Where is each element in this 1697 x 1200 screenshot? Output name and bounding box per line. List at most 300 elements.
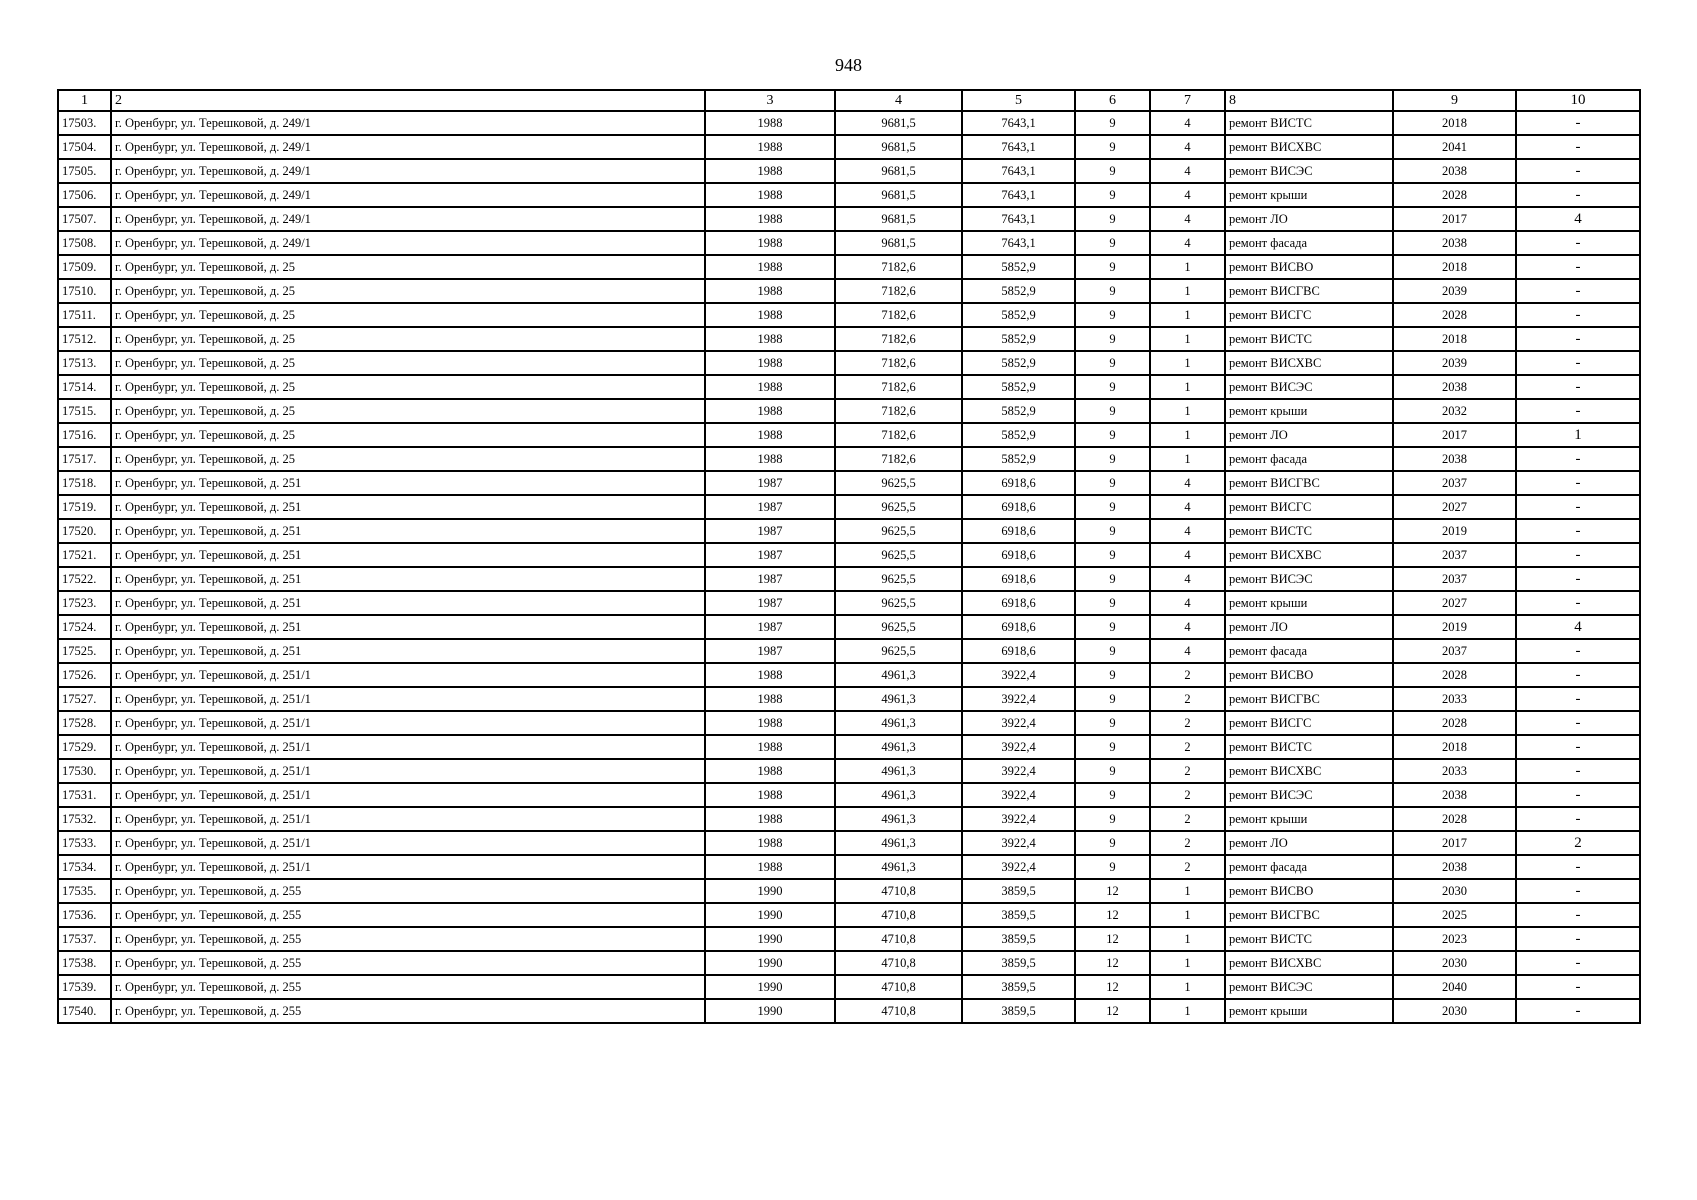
- table-row: [58, 591, 1640, 615]
- row-number-cell: 17521.: [58, 543, 111, 567]
- row-number-cell: 17536.: [58, 903, 111, 927]
- floors-cell: 9: [1075, 591, 1150, 615]
- table-row: [58, 567, 1640, 591]
- row-number-cell: 17518.: [58, 471, 111, 495]
- count-cell: -: [1516, 255, 1640, 279]
- address-cell: г. Оренбург, ул. Терешковой, д. 249/1: [111, 207, 705, 231]
- year-built-cell: 1990: [705, 879, 835, 903]
- table-row: [58, 399, 1640, 423]
- planned-year-cell: 2027: [1393, 495, 1516, 519]
- table-row: [58, 783, 1640, 807]
- floors-cell: 9: [1075, 159, 1150, 183]
- work-type-cell: ремонт крыши: [1225, 399, 1393, 423]
- floors-cell: 9: [1075, 855, 1150, 879]
- row-number-cell: 17526.: [58, 663, 111, 687]
- row-number-cell: 17512.: [58, 327, 111, 351]
- living-area-cell: 6918,6: [962, 567, 1075, 591]
- work-type-cell: ремонт ВИСГС: [1225, 303, 1393, 327]
- living-area-cell: 3859,5: [962, 951, 1075, 975]
- count-cell: -: [1516, 687, 1640, 711]
- column-header-7: 7: [1150, 90, 1225, 111]
- year-built-cell: 1987: [705, 471, 835, 495]
- count-cell: -: [1516, 495, 1640, 519]
- count-cell: -: [1516, 903, 1640, 927]
- entrances-cell: 2: [1150, 783, 1225, 807]
- count-cell: -: [1516, 759, 1640, 783]
- entrances-cell: 1: [1150, 423, 1225, 447]
- year-built-cell: 1988: [705, 711, 835, 735]
- living-area-cell: 5852,9: [962, 255, 1075, 279]
- entrances-cell: 4: [1150, 543, 1225, 567]
- row-number-cell: 17511.: [58, 303, 111, 327]
- row-number-cell: 17523.: [58, 591, 111, 615]
- year-built-cell: 1988: [705, 207, 835, 231]
- table-row: [58, 735, 1640, 759]
- total-area-cell: 7182,6: [835, 399, 962, 423]
- row-number-cell: 17525.: [58, 639, 111, 663]
- address-cell: г. Оренбург, ул. Терешковой, д. 251/1: [111, 759, 705, 783]
- row-number-cell: 17528.: [58, 711, 111, 735]
- entrances-cell: 1: [1150, 951, 1225, 975]
- row-number-cell: 17538.: [58, 951, 111, 975]
- count-cell: -: [1516, 951, 1640, 975]
- floors-cell: 9: [1075, 735, 1150, 759]
- entrances-cell: 4: [1150, 111, 1225, 135]
- planned-year-cell: 2023: [1393, 927, 1516, 951]
- work-type-cell: ремонт ВИСЭС: [1225, 567, 1393, 591]
- floors-cell: 9: [1075, 327, 1150, 351]
- year-built-cell: 1988: [705, 111, 835, 135]
- address-cell: г. Оренбург, ул. Терешковой, д. 255: [111, 951, 705, 975]
- floors-cell: 9: [1075, 279, 1150, 303]
- table-row: [58, 975, 1640, 999]
- entrances-cell: 1: [1150, 375, 1225, 399]
- address-cell: г. Оренбург, ул. Терешковой, д. 25: [111, 399, 705, 423]
- living-area-cell: 7643,1: [962, 135, 1075, 159]
- row-number-cell: 17532.: [58, 807, 111, 831]
- entrances-cell: 4: [1150, 615, 1225, 639]
- year-built-cell: 1988: [705, 351, 835, 375]
- address-cell: г. Оренбург, ул. Терешковой, д. 25: [111, 351, 705, 375]
- living-area-cell: 5852,9: [962, 279, 1075, 303]
- entrances-cell: 1: [1150, 327, 1225, 351]
- year-built-cell: 1990: [705, 999, 835, 1023]
- year-built-cell: 1988: [705, 447, 835, 471]
- living-area-cell: 3859,5: [962, 903, 1075, 927]
- year-built-cell: 1987: [705, 615, 835, 639]
- entrances-cell: 2: [1150, 687, 1225, 711]
- floors-cell: 9: [1075, 639, 1150, 663]
- table-row: [58, 831, 1640, 855]
- column-header-5: 5: [962, 90, 1075, 111]
- planned-year-cell: 2038: [1393, 447, 1516, 471]
- table-row: [58, 999, 1640, 1023]
- planned-year-cell: 2030: [1393, 951, 1516, 975]
- living-area-cell: 3922,4: [962, 735, 1075, 759]
- floors-cell: 12: [1075, 975, 1150, 999]
- work-type-cell: ремонт фасада: [1225, 639, 1393, 663]
- planned-year-cell: 2032: [1393, 399, 1516, 423]
- entrances-cell: 1: [1150, 903, 1225, 927]
- year-built-cell: 1988: [705, 663, 835, 687]
- count-cell: -: [1516, 543, 1640, 567]
- work-type-cell: ремонт ЛО: [1225, 615, 1393, 639]
- year-built-cell: 1990: [705, 903, 835, 927]
- year-built-cell: 1988: [705, 783, 835, 807]
- entrances-cell: 4: [1150, 567, 1225, 591]
- total-area-cell: 4710,8: [835, 975, 962, 999]
- work-type-cell: ремонт ВИСЭС: [1225, 975, 1393, 999]
- count-cell: -: [1516, 927, 1640, 951]
- floors-cell: 12: [1075, 999, 1150, 1023]
- total-area-cell: 4961,3: [835, 711, 962, 735]
- address-cell: г. Оренбург, ул. Терешковой, д. 251/1: [111, 807, 705, 831]
- living-area-cell: 5852,9: [962, 303, 1075, 327]
- total-area-cell: 9681,5: [835, 231, 962, 255]
- year-built-cell: 1990: [705, 951, 835, 975]
- entrances-cell: 4: [1150, 231, 1225, 255]
- table-row: [58, 663, 1640, 687]
- count-cell: -: [1516, 231, 1640, 255]
- table-row: [58, 951, 1640, 975]
- row-number-cell: 17514.: [58, 375, 111, 399]
- total-area-cell: 4961,3: [835, 855, 962, 879]
- total-area-cell: 9625,5: [835, 567, 962, 591]
- address-cell: г. Оренбург, ул. Терешковой, д. 255: [111, 879, 705, 903]
- total-area-cell: 9681,5: [835, 183, 962, 207]
- address-cell: г. Оренбург, ул. Терешковой, д. 251/1: [111, 855, 705, 879]
- floors-cell: 9: [1075, 663, 1150, 687]
- total-area-cell: 9625,5: [835, 591, 962, 615]
- address-cell: г. Оренбург, ул. Терешковой, д. 25: [111, 279, 705, 303]
- row-number-cell: 17529.: [58, 735, 111, 759]
- row-number-cell: 17517.: [58, 447, 111, 471]
- entrances-cell: 2: [1150, 831, 1225, 855]
- row-number-cell: 17540.: [58, 999, 111, 1023]
- living-area-cell: 7643,1: [962, 231, 1075, 255]
- year-built-cell: 1988: [705, 831, 835, 855]
- living-area-cell: 7643,1: [962, 159, 1075, 183]
- year-built-cell: 1988: [705, 423, 835, 447]
- address-cell: г. Оренбург, ул. Терешковой, д. 251/1: [111, 687, 705, 711]
- entrances-cell: 1: [1150, 303, 1225, 327]
- living-area-cell: 6918,6: [962, 543, 1075, 567]
- address-cell: г. Оренбург, ул. Терешковой, д. 251/1: [111, 831, 705, 855]
- floors-cell: 9: [1075, 807, 1150, 831]
- work-type-cell: ремонт крыши: [1225, 591, 1393, 615]
- work-type-cell: ремонт ВИСГВС: [1225, 471, 1393, 495]
- floors-cell: 9: [1075, 831, 1150, 855]
- address-cell: г. Оренбург, ул. Терешковой, д. 255: [111, 975, 705, 999]
- address-cell: г. Оренбург, ул. Терешковой, д. 251: [111, 495, 705, 519]
- total-area-cell: 4961,3: [835, 831, 962, 855]
- count-cell: -: [1516, 999, 1640, 1023]
- entrances-cell: 1: [1150, 879, 1225, 903]
- row-number-cell: 17527.: [58, 687, 111, 711]
- living-area-cell: 3922,4: [962, 711, 1075, 735]
- year-built-cell: 1988: [705, 735, 835, 759]
- table-row: [58, 471, 1640, 495]
- year-built-cell: 1987: [705, 543, 835, 567]
- planned-year-cell: 2038: [1393, 783, 1516, 807]
- work-type-cell: ремонт ВИСВО: [1225, 663, 1393, 687]
- address-cell: г. Оренбург, ул. Терешковой, д. 249/1: [111, 111, 705, 135]
- table-row: [58, 855, 1640, 879]
- column-header-1: 1: [58, 90, 111, 111]
- table-row: [58, 927, 1640, 951]
- total-area-cell: 4710,8: [835, 927, 962, 951]
- count-cell: -: [1516, 447, 1640, 471]
- planned-year-cell: 2028: [1393, 303, 1516, 327]
- total-area-cell: 4710,8: [835, 999, 962, 1023]
- row-number-cell: 17516.: [58, 423, 111, 447]
- work-type-cell: ремонт фасада: [1225, 855, 1393, 879]
- work-type-cell: ремонт ВИСТС: [1225, 519, 1393, 543]
- living-area-cell: 5852,9: [962, 447, 1075, 471]
- column-header-3: 3: [705, 90, 835, 111]
- count-cell: 4: [1516, 615, 1640, 639]
- count-cell: -: [1516, 111, 1640, 135]
- planned-year-cell: 2037: [1393, 567, 1516, 591]
- total-area-cell: 7182,6: [835, 447, 962, 471]
- address-cell: г. Оренбург, ул. Терешковой, д. 249/1: [111, 231, 705, 255]
- address-cell: г. Оренбург, ул. Терешковой, д. 251: [111, 471, 705, 495]
- entrances-cell: 4: [1150, 639, 1225, 663]
- work-type-cell: ремонт ВИСВО: [1225, 255, 1393, 279]
- table-body: [58, 111, 1640, 1023]
- work-type-cell: ремонт крыши: [1225, 807, 1393, 831]
- address-cell: г. Оренбург, ул. Терешковой, д. 251/1: [111, 663, 705, 687]
- living-area-cell: 5852,9: [962, 327, 1075, 351]
- floors-cell: 9: [1075, 783, 1150, 807]
- table-row: [58, 687, 1640, 711]
- planned-year-cell: 2040: [1393, 975, 1516, 999]
- total-area-cell: 7182,6: [835, 375, 962, 399]
- count-cell: -: [1516, 807, 1640, 831]
- planned-year-cell: 2039: [1393, 279, 1516, 303]
- living-area-cell: 7643,1: [962, 207, 1075, 231]
- row-number-cell: 17533.: [58, 831, 111, 855]
- work-type-cell: ремонт фасада: [1225, 231, 1393, 255]
- year-built-cell: 1987: [705, 567, 835, 591]
- living-area-cell: 6918,6: [962, 639, 1075, 663]
- entrances-cell: 4: [1150, 159, 1225, 183]
- planned-year-cell: 2018: [1393, 327, 1516, 351]
- floors-cell: 9: [1075, 207, 1150, 231]
- address-cell: г. Оренбург, ул. Терешковой, д. 249/1: [111, 183, 705, 207]
- count-cell: -: [1516, 855, 1640, 879]
- total-area-cell: 7182,6: [835, 327, 962, 351]
- work-type-cell: ремонт ВИСТС: [1225, 327, 1393, 351]
- entrances-cell: 1: [1150, 255, 1225, 279]
- entrances-cell: 4: [1150, 135, 1225, 159]
- entrances-cell: 4: [1150, 207, 1225, 231]
- count-cell: -: [1516, 399, 1640, 423]
- column-header-6: 6: [1075, 90, 1150, 111]
- entrances-cell: 2: [1150, 663, 1225, 687]
- year-built-cell: 1987: [705, 519, 835, 543]
- row-number-cell: 17507.: [58, 207, 111, 231]
- total-area-cell: 9625,5: [835, 519, 962, 543]
- year-built-cell: 1988: [705, 255, 835, 279]
- entrances-cell: 1: [1150, 999, 1225, 1023]
- row-number-cell: 17513.: [58, 351, 111, 375]
- total-area-cell: 9625,5: [835, 615, 962, 639]
- total-area-cell: 9681,5: [835, 135, 962, 159]
- row-number-cell: 17503.: [58, 111, 111, 135]
- floors-cell: 9: [1075, 711, 1150, 735]
- count-cell: -: [1516, 591, 1640, 615]
- living-area-cell: 3859,5: [962, 927, 1075, 951]
- work-type-cell: ремонт фасада: [1225, 447, 1393, 471]
- planned-year-cell: 2038: [1393, 159, 1516, 183]
- count-cell: -: [1516, 735, 1640, 759]
- address-cell: г. Оренбург, ул. Терешковой, д. 251/1: [111, 783, 705, 807]
- column-header-4: 4: [835, 90, 962, 111]
- table-row: [58, 159, 1640, 183]
- floors-cell: 9: [1075, 495, 1150, 519]
- table-row: [58, 303, 1640, 327]
- table-row: [58, 615, 1640, 639]
- work-type-cell: ремонт ВИСЭС: [1225, 159, 1393, 183]
- floors-cell: 9: [1075, 399, 1150, 423]
- entrances-cell: 2: [1150, 735, 1225, 759]
- floors-cell: 9: [1075, 111, 1150, 135]
- year-built-cell: 1990: [705, 927, 835, 951]
- address-cell: г. Оренбург, ул. Терешковой, д. 251: [111, 639, 705, 663]
- count-cell: -: [1516, 303, 1640, 327]
- address-cell: г. Оренбург, ул. Терешковой, д. 251: [111, 519, 705, 543]
- floors-cell: 9: [1075, 135, 1150, 159]
- living-area-cell: 3859,5: [962, 975, 1075, 999]
- entrances-cell: 1: [1150, 927, 1225, 951]
- row-number-cell: 17534.: [58, 855, 111, 879]
- total-area-cell: 9681,5: [835, 111, 962, 135]
- living-area-cell: 3922,4: [962, 663, 1075, 687]
- entrances-cell: 1: [1150, 447, 1225, 471]
- floors-cell: 12: [1075, 951, 1150, 975]
- planned-year-cell: 2037: [1393, 639, 1516, 663]
- total-area-cell: 4961,3: [835, 735, 962, 759]
- table-row: [58, 903, 1640, 927]
- total-area-cell: 9625,5: [835, 471, 962, 495]
- work-type-cell: ремонт крыши: [1225, 999, 1393, 1023]
- entrances-cell: 2: [1150, 807, 1225, 831]
- floors-cell: 9: [1075, 231, 1150, 255]
- floors-cell: 9: [1075, 615, 1150, 639]
- total-area-cell: 4961,3: [835, 663, 962, 687]
- column-header-2: 2: [111, 90, 705, 111]
- address-cell: г. Оренбург, ул. Терешковой, д. 255: [111, 999, 705, 1023]
- table-row: [58, 255, 1640, 279]
- floors-cell: 9: [1075, 567, 1150, 591]
- floors-cell: 12: [1075, 879, 1150, 903]
- planned-year-cell: 2030: [1393, 879, 1516, 903]
- year-built-cell: 1988: [705, 279, 835, 303]
- total-area-cell: 7182,6: [835, 279, 962, 303]
- floors-cell: 9: [1075, 183, 1150, 207]
- planned-year-cell: 2028: [1393, 663, 1516, 687]
- floors-cell: 9: [1075, 471, 1150, 495]
- address-cell: г. Оренбург, ул. Терешковой, д. 25: [111, 375, 705, 399]
- year-built-cell: 1988: [705, 135, 835, 159]
- address-cell: г. Оренбург, ул. Терешковой, д. 25: [111, 447, 705, 471]
- repair-schedule-table: [57, 89, 1641, 1024]
- living-area-cell: 3922,4: [962, 783, 1075, 807]
- row-number-cell: 17524.: [58, 615, 111, 639]
- address-cell: г. Оренбург, ул. Терешковой, д. 25: [111, 303, 705, 327]
- year-built-cell: 1988: [705, 855, 835, 879]
- row-number-cell: 17537.: [58, 927, 111, 951]
- total-area-cell: 7182,6: [835, 423, 962, 447]
- entrances-cell: 1: [1150, 975, 1225, 999]
- living-area-cell: 3922,4: [962, 831, 1075, 855]
- row-number-cell: 17530.: [58, 759, 111, 783]
- count-cell: -: [1516, 327, 1640, 351]
- living-area-cell: 3859,5: [962, 879, 1075, 903]
- work-type-cell: ремонт ВИСГВС: [1225, 903, 1393, 927]
- planned-year-cell: 2025: [1393, 903, 1516, 927]
- year-built-cell: 1990: [705, 975, 835, 999]
- count-cell: -: [1516, 183, 1640, 207]
- living-area-cell: 6918,6: [962, 471, 1075, 495]
- floors-cell: 12: [1075, 903, 1150, 927]
- address-cell: г. Оренбург, ул. Терешковой, д. 255: [111, 903, 705, 927]
- total-area-cell: 4961,3: [835, 807, 962, 831]
- total-area-cell: 9681,5: [835, 207, 962, 231]
- table-row: [58, 327, 1640, 351]
- count-cell: -: [1516, 975, 1640, 999]
- living-area-cell: 5852,9: [962, 423, 1075, 447]
- address-cell: г. Оренбург, ул. Терешковой, д. 249/1: [111, 135, 705, 159]
- planned-year-cell: 2033: [1393, 759, 1516, 783]
- work-type-cell: ремонт ВИСТС: [1225, 111, 1393, 135]
- header-row: [58, 90, 1640, 111]
- entrances-cell: 1: [1150, 399, 1225, 423]
- count-cell: -: [1516, 567, 1640, 591]
- planned-year-cell: 2028: [1393, 807, 1516, 831]
- column-header-10: 10: [1516, 90, 1640, 111]
- entrances-cell: 4: [1150, 591, 1225, 615]
- row-number-cell: 17508.: [58, 231, 111, 255]
- year-built-cell: 1988: [705, 687, 835, 711]
- table-row: [58, 351, 1640, 375]
- entrances-cell: 4: [1150, 495, 1225, 519]
- floors-cell: 9: [1075, 447, 1150, 471]
- planned-year-cell: 2030: [1393, 999, 1516, 1023]
- work-type-cell: ремонт ВИСВО: [1225, 879, 1393, 903]
- floors-cell: 9: [1075, 423, 1150, 447]
- count-cell: -: [1516, 351, 1640, 375]
- living-area-cell: 5852,9: [962, 375, 1075, 399]
- row-number-cell: 17522.: [58, 567, 111, 591]
- work-type-cell: ремонт ЛО: [1225, 831, 1393, 855]
- planned-year-cell: 2018: [1393, 735, 1516, 759]
- address-cell: г. Оренбург, ул. Терешковой, д. 251: [111, 567, 705, 591]
- row-number-cell: 17505.: [58, 159, 111, 183]
- total-area-cell: 4961,3: [835, 759, 962, 783]
- count-cell: -: [1516, 279, 1640, 303]
- total-area-cell: 9681,5: [835, 159, 962, 183]
- floors-cell: 9: [1075, 543, 1150, 567]
- floors-cell: 9: [1075, 375, 1150, 399]
- entrances-cell: 2: [1150, 855, 1225, 879]
- work-type-cell: ремонт ЛО: [1225, 207, 1393, 231]
- row-number-cell: 17504.: [58, 135, 111, 159]
- year-built-cell: 1988: [705, 327, 835, 351]
- address-cell: г. Оренбург, ул. Терешковой, д. 25: [111, 327, 705, 351]
- planned-year-cell: 2039: [1393, 351, 1516, 375]
